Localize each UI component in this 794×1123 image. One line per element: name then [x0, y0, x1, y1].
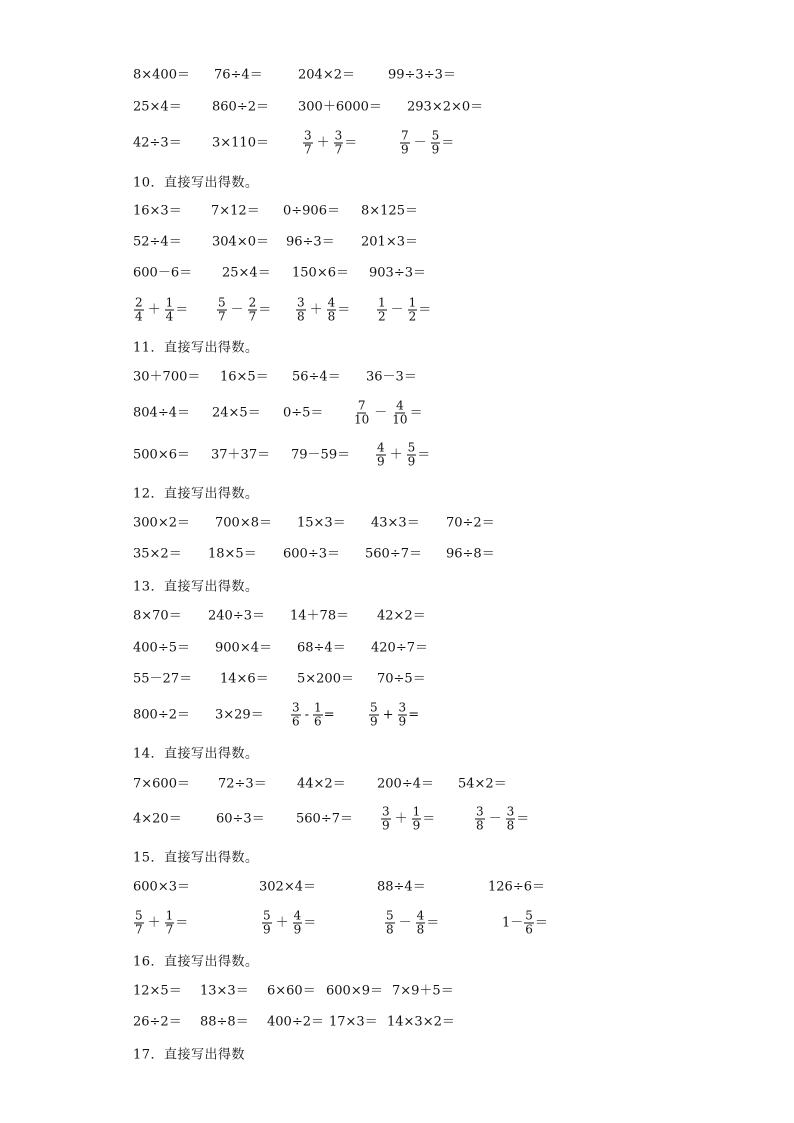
fraction: [391, 400, 408, 427]
fraction: [134, 297, 144, 324]
equals-sign: =: [323, 707, 335, 723]
equals-sign: ＝: [426, 915, 440, 931]
math-problem: 200÷4＝: [377, 776, 434, 792]
fraction-numerator: 4: [293, 908, 302, 923]
math-problem: 804÷4＝: [133, 405, 190, 421]
fraction: [296, 297, 306, 324]
fraction-numerator: 5: [525, 908, 533, 923]
math-problem: 600×9＝: [326, 983, 383, 999]
fraction-numerator: 3: [292, 700, 300, 715]
math-problem: 150×6＝: [292, 265, 349, 281]
operator: +: [382, 707, 394, 723]
math-problem: 68÷4＝: [297, 640, 346, 656]
math-problem: 18×5＝: [208, 546, 257, 562]
math-problem: [133, 910, 188, 937]
fraction-denominator: 8: [297, 309, 305, 324]
section-heading: 17．直接写出得数: [133, 1047, 246, 1063]
equals-sign: ＝: [175, 915, 189, 931]
fraction-numerator: 1: [412, 804, 421, 819]
fraction-denominator: 7: [135, 922, 143, 937]
math-problem: 560÷7＝: [296, 811, 353, 827]
math-problem: 30＋700＝: [133, 369, 201, 385]
math-problem: [502, 910, 548, 937]
fraction-numerator: 1: [165, 908, 174, 923]
math-problem: 70÷5＝: [377, 671, 426, 687]
fraction-denominator: 4: [165, 309, 174, 324]
fraction-denominator: 8: [386, 922, 394, 937]
fraction: [385, 910, 395, 937]
fraction: [248, 297, 258, 324]
math-problem: 79－59＝: [291, 447, 351, 463]
fraction: [407, 442, 417, 469]
fraction: [291, 702, 301, 729]
math-problem: 400÷2＝: [267, 1014, 324, 1030]
operator: ＋: [275, 915, 289, 931]
fraction: [475, 806, 485, 833]
fraction-denominator: 9: [377, 454, 385, 469]
math-problem: [380, 806, 435, 833]
fraction: [134, 910, 144, 937]
fraction: [293, 910, 303, 937]
fraction-denominator: 7: [248, 309, 257, 324]
fraction: [408, 297, 418, 324]
equals-sign: ＝: [409, 405, 423, 421]
section-heading: 10．直接写出得数。: [133, 175, 259, 191]
fraction-denominator: 6: [292, 714, 300, 729]
fraction-denominator: 10: [354, 412, 370, 427]
section-heading: 16．直接写出得数。: [133, 954, 259, 970]
fraction-denominator: 9: [431, 142, 440, 157]
operator: ＋: [316, 135, 330, 151]
math-problem: 52÷4＝: [133, 234, 182, 250]
operator: ＋: [394, 811, 408, 827]
operator: －: [390, 302, 404, 318]
math-problem: 56÷4＝: [292, 369, 341, 385]
math-problem: 900×4＝: [215, 640, 272, 656]
fraction-numerator: 3: [304, 128, 312, 143]
math-problem: 8×400＝: [133, 67, 190, 83]
fraction: [416, 910, 426, 937]
math-problem: [368, 702, 419, 729]
math-problem: 43×3＝: [371, 515, 420, 531]
math-problem: [302, 130, 357, 157]
math-problem: 42×2＝: [377, 608, 426, 624]
math-problem: 96÷8＝: [446, 546, 495, 562]
fraction-numerator: 3: [334, 128, 343, 143]
math-problem: 26÷2＝: [133, 1014, 182, 1030]
fraction-denominator: 8: [476, 818, 484, 833]
math-problem: 14×3×2＝: [387, 1014, 455, 1030]
fraction-denominator: 9: [370, 714, 378, 729]
math-problem: 903÷3＝: [369, 265, 426, 281]
math-problem: 4×20＝: [133, 811, 182, 827]
equals-sign: ＝: [337, 302, 351, 318]
math-problem: 25×4＝: [133, 99, 182, 115]
fraction-numerator: 2: [248, 295, 257, 310]
math-problem: 24×5＝: [212, 405, 261, 421]
math-problem: 560÷7＝: [365, 546, 422, 562]
operator: －: [230, 302, 244, 318]
equals-sign: ＝: [258, 302, 272, 318]
math-problem: [375, 442, 430, 469]
fraction-numerator: 2: [135, 295, 143, 310]
fraction: [369, 702, 379, 729]
fraction-denominator: 7: [304, 142, 312, 157]
fraction-denominator: 9: [407, 454, 416, 469]
section-heading: 12．直接写出得数。: [133, 486, 259, 502]
equals-sign: ＝: [344, 135, 358, 151]
fraction: [165, 297, 175, 324]
fraction-numerator: 7: [401, 128, 409, 143]
operator: －: [374, 405, 388, 421]
math-problem: [216, 297, 271, 324]
fraction: [334, 130, 344, 157]
math-problem: 3×110＝: [212, 135, 269, 151]
fraction-numerator: 1: [378, 295, 386, 310]
operator: －: [398, 915, 412, 931]
fraction-numerator: 5: [386, 908, 394, 923]
math-problem: 88÷8＝: [200, 1014, 249, 1030]
math-problem: 6×60＝: [267, 983, 316, 999]
fraction-numerator: 5: [431, 128, 440, 143]
fraction-denominator: 9: [382, 818, 390, 833]
math-problem: 600×3＝: [133, 879, 190, 895]
math-problem: [295, 297, 350, 324]
fraction-numerator: 4: [416, 908, 425, 923]
math-problem: 37＋37＝: [211, 447, 271, 463]
math-problem: 8×70＝: [133, 608, 182, 624]
math-problem: 8×125＝: [361, 203, 418, 219]
fraction-denominator: 7: [334, 142, 343, 157]
math-problem: 14×6＝: [220, 671, 269, 687]
math-problem: 25×4＝: [222, 265, 271, 281]
math-problem: 860÷2＝: [212, 99, 269, 115]
fraction-denominator: 8: [506, 818, 515, 833]
fraction: [217, 297, 227, 324]
fraction-numerator: 1: [408, 295, 417, 310]
section-heading: 14．直接写出得数。: [133, 746, 259, 762]
math-problem: [290, 702, 335, 729]
section-heading: 11．直接写出得数。: [133, 340, 259, 356]
fraction: [506, 806, 516, 833]
fraction-numerator: 3: [476, 804, 484, 819]
math-problem: 96÷3＝: [286, 234, 335, 250]
math-problem: 16×3＝: [133, 203, 182, 219]
fraction-numerator: 3: [506, 804, 515, 819]
equals-sign: ＝: [175, 302, 189, 318]
math-problem: 15×3＝: [297, 515, 346, 531]
fraction-numerator: 5: [263, 908, 271, 923]
equals-sign: ＝: [441, 135, 455, 151]
math-problem: 800÷2＝: [133, 707, 190, 723]
fraction-denominator: 10: [392, 412, 408, 427]
fraction: [353, 400, 370, 427]
math-problem: 201×3＝: [361, 234, 418, 250]
math-problem: 240÷3＝: [208, 608, 265, 624]
operator: －: [413, 135, 427, 151]
equals-sign: ＝: [303, 915, 317, 931]
math-problem: 70÷2＝: [446, 515, 495, 531]
fraction-denominator: 8: [327, 309, 336, 324]
operator: －: [488, 811, 502, 827]
fraction-denominator: 9: [401, 142, 409, 157]
math-problem: [352, 400, 423, 427]
math-problem: 44×2＝: [297, 776, 346, 792]
math-problem: 600－6＝: [133, 265, 193, 281]
fraction: [303, 130, 313, 157]
operator: ＋: [147, 302, 161, 318]
fraction: [398, 702, 408, 729]
math-problem: [261, 910, 316, 937]
math-problem: 60÷3＝: [216, 811, 265, 827]
equals-sign: ＝: [417, 447, 431, 463]
fraction-numerator: 3: [382, 804, 390, 819]
fraction: [524, 910, 534, 937]
math-problem: 14＋78＝: [290, 608, 350, 624]
fraction-denominator: 2: [408, 309, 417, 324]
math-problem: 88÷4＝: [377, 879, 426, 895]
math-problem: 0÷5＝: [283, 405, 324, 421]
fraction: [262, 910, 272, 937]
equals-sign: ＝: [534, 915, 548, 931]
fraction-denominator: 9: [293, 922, 302, 937]
fraction-denominator: 7: [165, 922, 174, 937]
math-problem: [399, 130, 454, 157]
math-problem: 300×2＝: [133, 515, 190, 531]
math-problem: 3×29＝: [215, 707, 264, 723]
math-problem: 42÷3＝: [133, 135, 182, 151]
fraction-denominator: 9: [412, 818, 421, 833]
fraction: [381, 806, 391, 833]
math-problem: 204×2＝: [298, 67, 355, 83]
operator: -: [304, 707, 310, 723]
fraction: [313, 702, 323, 729]
math-problem: 302×4＝: [259, 879, 316, 895]
section-heading: 15．直接写出得数。: [133, 850, 259, 866]
fraction-denominator: 6: [314, 714, 322, 729]
fraction: [165, 910, 175, 937]
fraction: [431, 130, 441, 157]
math-problem: 293×2×0＝: [407, 99, 484, 115]
math-problem: 99÷3÷3＝: [388, 67, 456, 83]
math-problem: [474, 806, 529, 833]
fraction: [412, 806, 422, 833]
math-problem: 600÷3＝: [283, 546, 340, 562]
math-problem: [133, 297, 188, 324]
math-problem: 304×0＝: [212, 234, 269, 250]
fraction-denominator: 9: [263, 922, 271, 937]
math-problem: 35×2＝: [133, 546, 182, 562]
operator: ＋: [309, 302, 323, 318]
operator: ＋: [389, 447, 403, 463]
equals-sign: ＝: [516, 811, 530, 827]
math-problem: 16×5＝: [220, 369, 269, 385]
section-heading: 13．直接写出得数。: [133, 579, 259, 595]
math-problem: 7×12＝: [211, 203, 260, 219]
fraction: [376, 442, 386, 469]
fraction-numerator: 4: [377, 440, 385, 455]
math-problem: 72÷3＝: [218, 776, 267, 792]
equals-sign: ＝: [422, 811, 436, 827]
math-problem: 7×600＝: [133, 776, 190, 792]
math-problem: 12×5＝: [133, 983, 182, 999]
math-problem: 400÷5＝: [133, 640, 190, 656]
fraction-numerator: 1: [165, 295, 174, 310]
fraction-denominator: 9: [398, 714, 407, 729]
fraction-numerator: 4: [327, 295, 336, 310]
math-problem: 126÷6＝: [488, 879, 545, 895]
fraction-numerator: 3: [297, 295, 305, 310]
math-problem: 0÷906＝: [283, 203, 340, 219]
math-problem: 7×9＋5＝: [392, 983, 454, 999]
equals-sign: =: [408, 707, 420, 723]
fraction-numerator: 1: [314, 700, 322, 715]
equals-sign: ＝: [418, 302, 432, 318]
fraction-denominator: 2: [378, 309, 386, 324]
math-problem: 76÷4＝: [214, 67, 263, 83]
fraction-denominator: 8: [416, 922, 425, 937]
math-problem: 36－3＝: [366, 369, 417, 385]
math-problem: 420÷7＝: [371, 640, 428, 656]
problem-prefix: 1－: [502, 915, 524, 931]
math-problem: 17×3＝: [329, 1014, 378, 1030]
fraction-numerator: 5: [135, 908, 143, 923]
fraction-numerator: 3: [398, 700, 407, 715]
fraction-numerator: 7: [357, 398, 366, 413]
math-problem: 5×200＝: [297, 671, 354, 687]
operator: ＋: [147, 915, 161, 931]
fraction: [400, 130, 410, 157]
fraction-numerator: 5: [407, 440, 416, 455]
fraction-denominator: 6: [525, 922, 533, 937]
math-problem: 300＋6000＝: [298, 99, 382, 115]
fraction-denominator: 4: [135, 309, 143, 324]
math-problem: 55－27＝: [133, 671, 193, 687]
math-problem: [376, 297, 431, 324]
math-problem: 500×6＝: [133, 447, 190, 463]
math-problem: [384, 910, 439, 937]
math-problem: 13×3＝: [200, 983, 249, 999]
math-problem: 700×8＝: [215, 515, 272, 531]
fraction-numerator: 4: [396, 398, 404, 413]
fraction-numerator: 5: [218, 295, 226, 310]
fraction: [377, 297, 387, 324]
fraction-denominator: 7: [218, 309, 226, 324]
fraction-numerator: 5: [370, 700, 378, 715]
fraction: [327, 297, 337, 324]
math-problem: 54×2＝: [458, 776, 507, 792]
